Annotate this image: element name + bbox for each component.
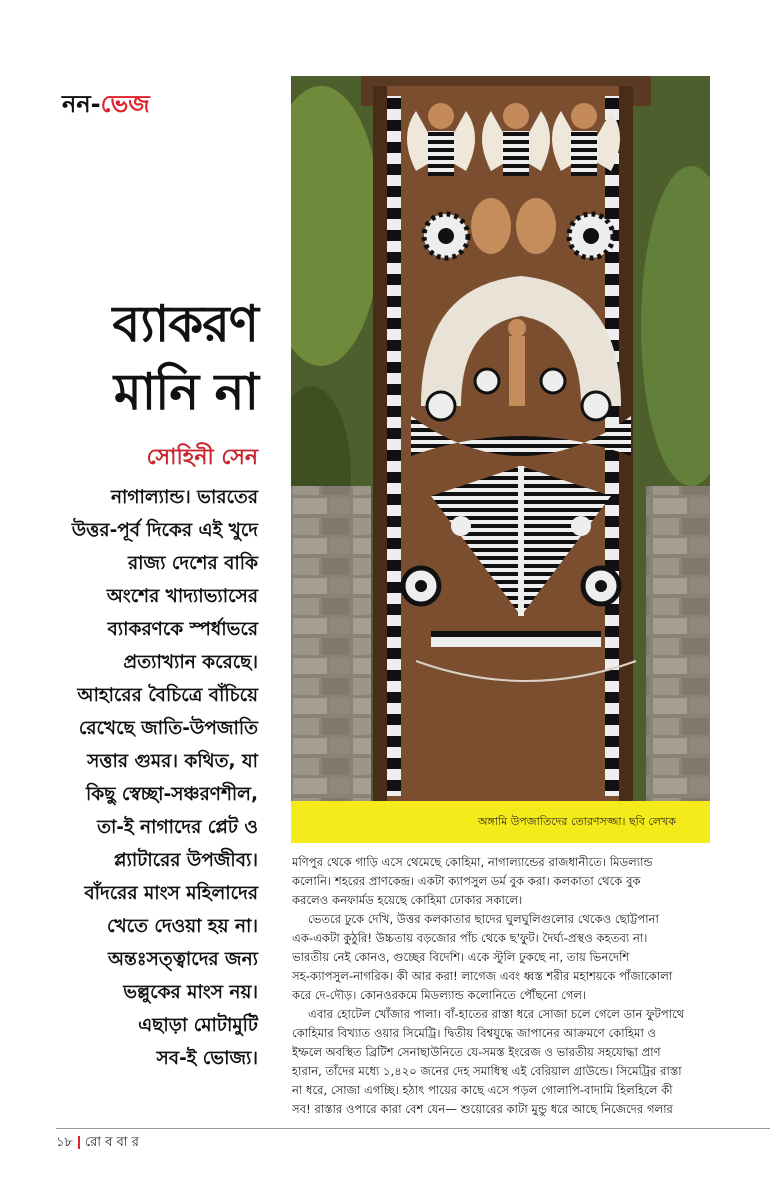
page-folio: [56, 1133, 139, 1154]
intro-line: নাগাল্যান্ড। ভারতের: [110, 487, 258, 508]
intro-line: প্ল্যাটারের উপজীব্য।: [113, 850, 258, 871]
carved-gate-photo: [291, 76, 710, 801]
intro-line: বাঁদরের মাংস মহিলাদের: [84, 883, 258, 904]
intro-line: উত্তর-পূর্ব দিকের এই খুদে: [71, 520, 258, 541]
body-line: করে দে-দৌড়। কোনওরকমে মিডল্যান্ড কলোনিতে পৌঁছনো গেল।: [292, 988, 587, 1002]
footer-rule: [56, 1128, 770, 1129]
body-line: ইম্ফলে অবস্থিত ব্রিটিশ সেনাছাউনিতে যে-সমস্ত ইংরেজ ও ভারতীয় সহযোদ্ধা প্রাণ: [292, 1045, 661, 1059]
body-line: এক-একটা কুঠুরি! উচ্চতায় বড়জোর পাঁচ থেকে ছ'ফুট। দৈর্ঘ্য-প্রস্থও কহতব্য না।: [292, 931, 648, 945]
body-line: সহ-ক্যাপসুল-নাগরিক। কী আর করা! লাগেজ এবং ধ্বস্ত শরীর মহাশয়কে পাঁজাকোলা: [292, 969, 673, 983]
intro-line: রেখেছে জাতি-উপজাতি: [78, 718, 258, 739]
page-number: ১৮: [56, 1135, 73, 1150]
intro-line: আহারের বৈচিত্রে বাঁচিয়ে: [77, 685, 258, 706]
folio-divider: [78, 1136, 80, 1149]
headline: [112, 290, 258, 426]
intro-paragraph: [0, 481, 258, 1075]
intro-line: তা-ই নাগাদের প্লেট ও: [97, 817, 258, 838]
headline-line-2: মানি না: [113, 363, 258, 421]
photo-caption-text: অঙ্গামি উপজাতিদের তোরণসজ্জা। ছবি লেখক: [477, 814, 676, 828]
article-body: [292, 853, 714, 1119]
magazine-name: রো ব বা র: [84, 1135, 139, 1150]
author-byline: সোহিনী সেন: [146, 445, 258, 470]
body-line: কলোনি। শহরের প্রাণকেন্দ্র। একটা ক্যাপসুল ডর্ম বুক করা। কলকাতা থেকে বুক: [292, 874, 641, 888]
body-line: ভেতরে ঢুকে দেখি, উত্তর কলকাতার ছাদের ঘুলঘুলিগুলোর থেকেও ছোট্টপানা: [308, 912, 659, 926]
body-line: করলেও কনফার্মড হয়েছে কোহিমা ঢোকার সকালে।: [292, 893, 523, 907]
body-line: না ধরে, সোজা এগচ্ছি। হঠাৎ পায়ের কাছে এসে পড়ল গোলাপি-বাদামি হিলহিলে কী: [292, 1083, 673, 1097]
photo-caption: [291, 801, 710, 843]
body-line: মণিপুর থেকে গাড়ি এসে থেমেছে কোহিমা, নাগাল্যান্ডের রাজধানীতে। মিডল্যান্ড: [292, 855, 653, 869]
intro-line: সব-ই ভোজ্য।: [156, 1048, 258, 1069]
intro-line: প্রত্যাখ্যান করেছে।: [123, 652, 258, 673]
section-label: [62, 86, 150, 126]
intro-line: খেতে দেওয়া হয় না।: [106, 916, 258, 937]
section-label-part2: ভেজ: [100, 90, 150, 118]
body-line: ভারতীয় নেই কোনও, গুচ্ছের বিদেশি। একে স্টুলি ঢুকছে না, তায় ভিনদেশি: [292, 950, 630, 964]
section-label-part1: নন-: [62, 90, 101, 118]
body-line: হারান, তাঁদের মধ্যে ১,৪২০ জনের দেহ সমাধিস্থ এই বেরিয়াল গ্রাউন্ডে। সিমেট্রির রাস্তা: [292, 1064, 682, 1078]
intro-line: কিছু স্বেচ্ছা-সঞ্চরণশীল,: [85, 784, 258, 805]
intro-line: সত্তার গুমর। কথিত, যা: [87, 751, 258, 772]
body-line: কোহিমার বিখ্যাত ওয়ার সিমেট্রি। দ্বিতীয় বিশ্বযুদ্ধে জাপানের আক্রমণে কোহিমা ও: [292, 1026, 657, 1040]
intro-line: অংশের খাদ্যাভ্যাসের: [106, 586, 258, 607]
body-line: সব! রাস্তার ওপারে কারা বেশ যেন— শুয়োরের কাটা মুন্ডু ধরে আছে নিজেদের গলার: [292, 1102, 673, 1116]
headline-line-1: ব্যাকরণ: [112, 295, 258, 353]
intro-line: ভল্লুকের মাংস নয়।: [123, 982, 258, 1003]
intro-line: ব্যাকরণকে স্পর্ধাভরে: [107, 619, 258, 640]
intro-line: এছাড়া মোটামুটি: [138, 1015, 258, 1036]
intro-line: রাজ্য দেশের বাকি: [127, 553, 258, 574]
carved-gate-illustration: [291, 76, 710, 801]
intro-line: অন্তঃসত্ত্বাদের জন্য: [108, 949, 258, 970]
body-line: এবার হোটেল খোঁজার পালা। বাঁ-হাতের রাস্তা ধরে সোজা চলে গেলে ডান ফুটপাথে: [308, 1007, 685, 1021]
